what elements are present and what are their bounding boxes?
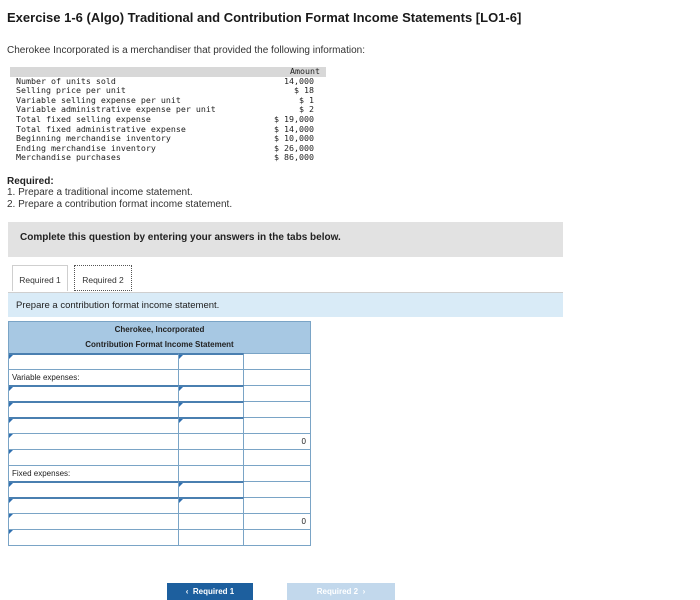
variable-total: 0 (244, 433, 310, 449)
line-item-input[interactable] (9, 513, 179, 529)
blank-cell (179, 433, 244, 449)
line-item-input[interactable] (9, 529, 179, 545)
amount-input[interactable] (179, 385, 244, 401)
fixed-total: 0 (244, 513, 310, 529)
tab-required-2[interactable]: Required 2 (74, 265, 132, 291)
row-label: Merchandise purchases (16, 152, 121, 163)
amount-input[interactable] (179, 497, 244, 513)
statement-row (9, 529, 310, 545)
row-label: Variable selling expense per unit (16, 94, 181, 105)
prev-required-button[interactable] (167, 583, 253, 600)
page-title: Exercise 1-6 (Algo) Traditional and Contribution Format Income Statements [LO1-6] (7, 10, 522, 25)
row-amount: $ 14,000 (274, 123, 314, 134)
line-item-input[interactable] (9, 385, 179, 401)
chevron-right-icon: › (362, 587, 366, 596)
statement-row (9, 481, 310, 497)
company-name: Cherokee, Incorporated (114, 325, 205, 334)
statement-row (9, 433, 310, 449)
statement-title: Contribution Format Income Statement (85, 340, 234, 349)
required-heading: Required: (7, 176, 54, 187)
total-cell (244, 417, 310, 433)
line-item-input[interactable] (9, 417, 179, 433)
row-amount: $ 10,000 (274, 133, 314, 144)
total-cell[interactable] (244, 449, 310, 465)
fixed-expenses-label: Fixed expenses: (9, 465, 179, 481)
line-item-input[interactable] (9, 481, 179, 497)
blank-cell (244, 465, 310, 481)
row-label: Total fixed administrative expense (16, 123, 186, 134)
row-amount: $ 2 (299, 104, 314, 115)
line-item-input[interactable] (9, 449, 179, 465)
row-label: Total fixed selling expense (16, 113, 151, 124)
blank-cell (179, 513, 244, 529)
total-cell (244, 385, 310, 401)
statement-row (9, 385, 310, 401)
amount-input[interactable] (179, 401, 244, 417)
blank-cell (244, 369, 310, 385)
statement-row (9, 449, 310, 465)
line-item-input[interactable] (9, 433, 179, 449)
blank-cell (179, 465, 244, 481)
amount-header: Amount (262, 67, 326, 77)
total-cell (244, 481, 310, 497)
required-item-2: 2. Prepare a contribution format income statement. (7, 199, 233, 210)
statement-row (9, 369, 310, 385)
statement-row (9, 465, 310, 481)
chevron-left-icon: ‹ (185, 587, 189, 596)
row-amount: $ 1 (299, 94, 314, 105)
row-label: Number of units sold (16, 75, 116, 86)
variable-expenses-label: Variable expenses: (9, 369, 179, 385)
info-table (10, 67, 326, 163)
next-button-label: Required 2 (316, 587, 359, 596)
row-label: Ending merchandise inventory (16, 142, 156, 153)
table-row (10, 153, 326, 163)
amount-input[interactable] (179, 417, 244, 433)
income-statement-table (8, 321, 311, 546)
row-amount: 14,000 (284, 75, 314, 86)
row-label: Variable administrative expense per unit (16, 104, 216, 115)
amount-input[interactable] (179, 481, 244, 497)
total-cell[interactable] (244, 353, 310, 369)
line-item-input[interactable] (9, 401, 179, 417)
total-cell (244, 401, 310, 417)
statement-row (9, 353, 310, 369)
row-label: Selling price per unit (16, 85, 126, 96)
row-amount: $ 18 (294, 85, 314, 96)
instructions-banner: Complete this question by entering your answers in the tabs below. (8, 222, 563, 257)
next-required-button[interactable] (287, 583, 395, 600)
statement-row (9, 401, 310, 417)
statement-row (9, 513, 310, 529)
prev-button-label: Required 1 (192, 587, 235, 596)
tab-required-1[interactable]: Required 1 (12, 265, 68, 291)
row-amount: $ 19,000 (274, 113, 314, 124)
intro-text: Cherokee Incorporated is a merchandiser that provided the following information: (7, 45, 365, 56)
total-cell[interactable] (244, 529, 310, 545)
amount-input[interactable] (179, 353, 244, 369)
blank-cell (179, 449, 244, 465)
line-item-input[interactable] (9, 497, 179, 513)
blank-cell (179, 369, 244, 385)
statement-row (9, 417, 310, 433)
row-amount: $ 86,000 (274, 152, 314, 163)
blank-cell (179, 529, 244, 545)
line-item-input[interactable] (9, 353, 179, 369)
tab-instruction: Prepare a contribution format income statement. (8, 293, 563, 317)
required-item-1: 1. Prepare a traditional income statement. (7, 187, 193, 198)
statement-header (9, 322, 310, 353)
total-cell (244, 497, 310, 513)
row-label: Beginning merchandise inventory (16, 133, 171, 144)
row-amount: $ 26,000 (274, 142, 314, 153)
statement-row (9, 497, 310, 513)
